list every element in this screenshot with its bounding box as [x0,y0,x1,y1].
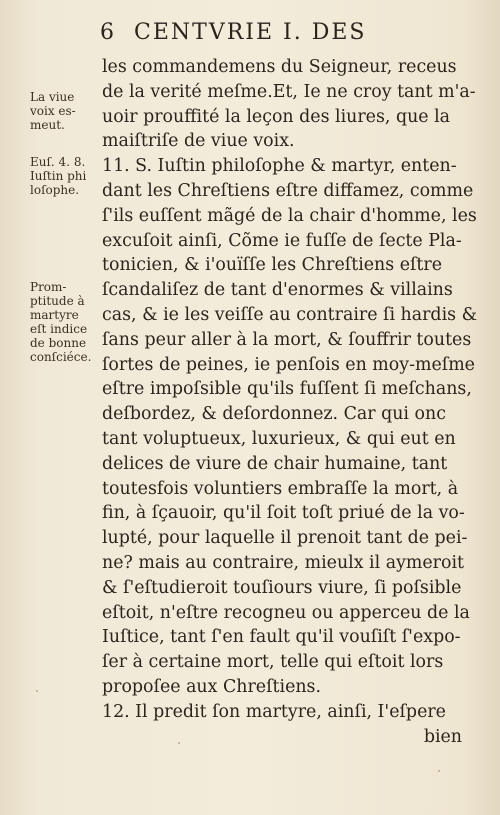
margin-note-line: conſciéce. [30,350,92,364]
margin-note-line: Prom- [30,280,67,294]
text-line: excuſoit ainſi, Cõme ie fuſſe de ſecte Pla- [102,230,462,251]
text-line: & ſ'eſtudieroit touſiours viure, ſi poſsible [102,577,462,598]
text-line: de la verité meſme.Et, Ie ne croy tant m'a- [102,81,476,102]
text-line: maiſtriſe de viue voix. [102,131,295,152]
margin-note-line: Euſ. 4. 8. [30,155,86,169]
text-line: deſbordez, & deſordonnez. Car qui onc [102,404,446,425]
margin-note-line: voix es- [30,104,76,118]
text-line: Iuſtice, tant ſ'en fault qu'il vouſiſt ſ'expo- [102,627,461,648]
margin-note-line: de bonne [30,336,87,350]
running-title: CENTVRIE I. DES [134,20,367,45]
text-line: cas, & ie les veiſſe au contraire ſi hardis & [102,304,478,325]
text-line: ne? mais au contraire, mieulx il aymeroit [102,552,465,573]
margin-note-line: Iuſtin phi [30,169,87,183]
body-text [102,55,478,749]
margin-note [30,90,100,132]
margin-note-line: ptitude à [30,294,85,308]
text-line: fin, à ſçauoir, qu'il ſoit toſt priué de la vo- [102,503,465,524]
margin-note-line: eſt indice [30,322,88,336]
text-line: uoir prouffité la leçon des liures, que la [102,106,451,127]
text-line: tonicien, & i'ouïſſe les Chreſtiens eſtre [102,255,443,276]
margin-note [30,155,100,197]
text-line: dant les Chreſtiens eſtre diffamez, comme [102,180,474,201]
paper-speck [438,770,440,772]
page-header [100,20,460,45]
text-line: ſortes de peines, ie penſois en moy-meſme [102,354,475,375]
text-line: ſer à certaine mort, telle qui eſtoit lors [102,652,444,673]
text-line: toutesfois voluntiers embraſſe la mort, à [102,478,459,499]
text-line: tant voluptueux, luxurieux, & qui eut en [102,428,456,449]
text-line: lupté, pour laquelle il prenoit tant de pei- [102,528,468,549]
margin-note-line: meut. [30,118,65,132]
text-line: ſcandaliſez de tant d'enormes & villains [102,280,453,301]
text-line: eſtoit, n'eſtre recogneu ou apperceu de la [102,602,470,623]
text-line: delices de viure de chair humaine, tant [102,453,448,474]
margin-note-line: martyre [30,308,79,322]
text-line: ſ'ils euſſent mãgé de la chair d'homme, les [102,205,477,226]
margin-note-line: La viue [30,90,75,104]
paper-speck [36,690,38,692]
catchword: bien [423,726,462,747]
text-line: les commandemens du Seigneur, receus [102,57,457,77]
text-line: ſans peur aller à la mort, & ſouffrir toutes [102,329,472,350]
text-line: 12. Il predit ſon martyre, ainſi, I'eſpere [102,701,446,722]
margin-note [30,280,100,364]
text-line: eſtre impoſsible qu'ils fuſſent ſi meſchans, [102,379,472,400]
text-line: 11. S. Iuſtin philoſophe & martyr, enten- [102,156,457,177]
margin-note-line: loſophe. [30,183,80,197]
page-number: 6 [100,20,115,45]
text-line: propoſee aux Chreſtiens. [102,676,322,697]
paper-speck [178,742,180,744]
